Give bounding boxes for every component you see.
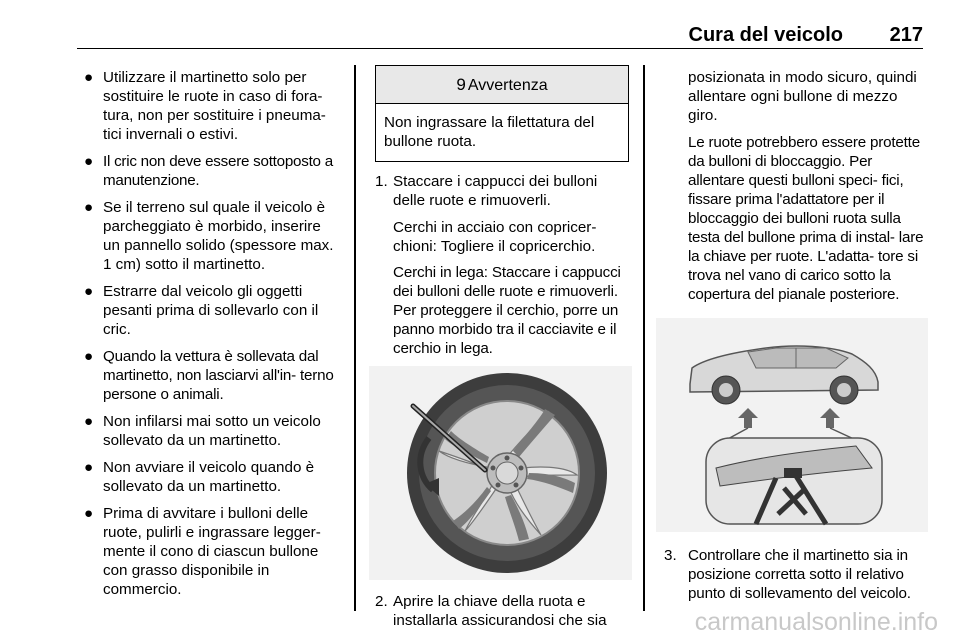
warning-header (376, 66, 628, 104)
bullet-item (82, 504, 340, 599)
paragraph: Le ruote potrebbero essere protette da bulloni di bloccaggio. Per allentare questi bulloni speci- fici, fissare prima l'adattatore per il bloccaggio dei bulloni ruota sulla testa del bullone prima di instal- lare la chiave per ruote. L'adatta- tore si trova nel vano di carico sotto la copertura del pianale posteriore. (688, 134, 924, 303)
column-1 (82, 68, 340, 607)
watermark: carmanualsonline.info (694, 608, 938, 636)
bullet-item (82, 458, 340, 496)
bullet-item (82, 347, 340, 404)
step-1 (369, 172, 632, 358)
column-2 (369, 65, 632, 630)
bullet-icon: ● (84, 348, 94, 365)
section-title: Cura del veicolo (688, 24, 843, 46)
bullet-icon: ● (84, 153, 94, 170)
step-text: Aprire la chiave della ruota e installarla assicurandosi che sia (393, 593, 607, 629)
bullet-icon: ● (84, 199, 94, 216)
step-paragraph: Cerchi in lega: Staccare i cappucci dei bulloni delle ruote e rimuoverli. Per proteggere il cerchio, porre un panno morbido tra il cacciavite e il cerchio in lega. (393, 264, 621, 357)
bullet-icon: ● (84, 505, 94, 522)
warning-box (375, 65, 629, 162)
page-header (77, 22, 923, 49)
bullet-icon: ● (84, 413, 94, 430)
step-number: 3. (664, 547, 677, 564)
bullet-icon: ● (84, 459, 94, 476)
bullet-icon: ● (84, 283, 94, 300)
column-divider-2 (643, 65, 645, 611)
step-text: Controllare che il martinetto sia in posizione corretta sotto il relativo punto di sollevamento del veicolo. (688, 547, 911, 602)
bullet-text: Quando la vettura è sollevata dal martinetto, non lasciarvi all'in- terno persone o animali. (103, 348, 334, 403)
wheel-illustration (369, 366, 632, 580)
bullet-icon: ● (84, 69, 94, 86)
bullet-text: Non avviare il veicolo quando è sollevato da un martinetto. (103, 459, 315, 495)
bullet-item (82, 152, 340, 190)
car-jack-illustration (656, 318, 928, 532)
warning-title: Avvertenza (467, 77, 548, 94)
warning-text: Non ingrassare la filettatura del bullone ruota. (384, 114, 595, 150)
page-number: 217 (889, 24, 923, 46)
bullet-text: Il cric non deve essere sottoposto a manutenzione. (103, 153, 333, 189)
bullet-text: Non infilarsi mai sotto un veicolo sollevato da un martinetto. (103, 413, 321, 449)
bullet-text: Utilizzare il martinetto solo per sostituire le ruote in caso di fora- tura, non per sostituire i pneuma- tici invernali o estivi. (103, 69, 326, 143)
bullet-item (82, 282, 340, 339)
step-text: Staccare i cappucci dei bulloni delle ruote e rimuoverli. (393, 173, 598, 209)
warning-icon: 9 (456, 75, 466, 94)
bullet-item (82, 198, 340, 274)
step-3 (656, 546, 928, 603)
bullet-text: Estrarre dal veicolo gli oggetti pesanti prima di sollevarlo con il cric. (103, 283, 319, 338)
step-2 (369, 592, 632, 630)
step-paragraph: Cerchi in acciaio con copricer- chioni: Togliere il copricerchio. (393, 219, 597, 255)
column-divider-1 (354, 65, 356, 611)
bullet-text: Prima di avvitare i bulloni delle ruote, pulirli e ingrassare legger- mente il cono di ciascun bullone con grasso disponibile in commercio. (103, 505, 321, 598)
bullet-text: Se il terreno sul quale il veicolo è parcheggiato è morbido, inserire un pannello solido (spessore max. 1 cm) sotto il martinetto. (103, 199, 334, 273)
bullet-item (82, 412, 340, 450)
step-number: 1. (375, 173, 388, 190)
paragraph: posizionata in modo sicuro, quindi allentare ogni bullone di mezzo giro. (688, 69, 917, 124)
step-number: 2. (375, 593, 388, 610)
column-3 (656, 68, 928, 603)
bullet-item (82, 68, 340, 144)
